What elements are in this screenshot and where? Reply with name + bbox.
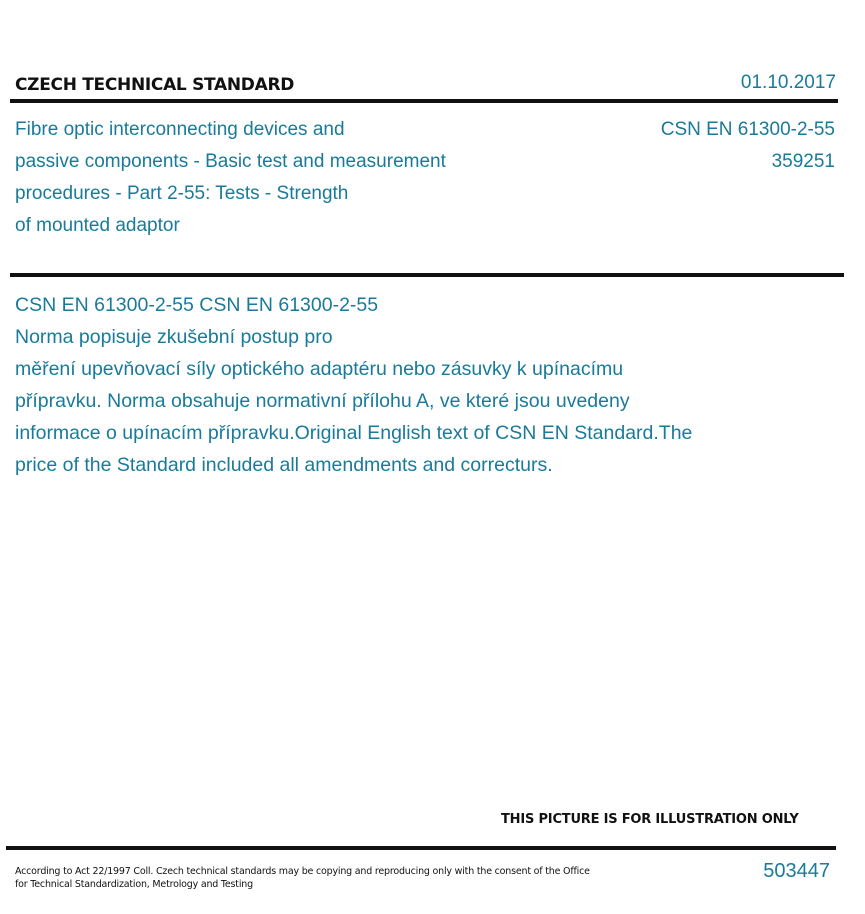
header-divider xyxy=(10,99,838,103)
standard-description xyxy=(15,289,815,481)
description-line: informace o upínacím přípravku.Original English text of CSN EN Standard.The xyxy=(15,422,693,444)
title-line: of mounted adaptor xyxy=(15,215,180,236)
illustration-note: THIS PICTURE IS FOR ILLUSTRATION ONLY xyxy=(501,812,799,827)
standard-title xyxy=(15,114,515,242)
legal-notice xyxy=(15,865,615,891)
footer-divider xyxy=(6,846,836,850)
document-type-label: CZECH TECHNICAL STANDARD xyxy=(15,75,295,95)
standard-code: CSN EN 61300-2-55 xyxy=(660,119,835,140)
title-line: Fibre optic interconnecting devices and xyxy=(15,119,345,140)
legal-line: According to Act 22/1997 Coll. Czech technical standards may be copying and reproducing only with the consent of the Office xyxy=(15,866,590,877)
title-line: procedures - Part 2-55: Tests - Strength xyxy=(15,183,349,204)
document-number: 503447 xyxy=(763,860,830,882)
description-text: Norma popisuje zkušební postup pro xyxy=(15,326,333,348)
legal-line: for Technical Standardization, Metrology and Testing xyxy=(15,879,253,890)
section-divider xyxy=(10,273,844,277)
title-line: passive components - Basic test and measurement xyxy=(15,151,446,172)
standard-identifier xyxy=(661,114,835,178)
catalog-number: 359251 xyxy=(771,151,835,172)
description-line: přípravku. Norma obsahuje normativní přílohu A, ve které jsou uvedeny xyxy=(15,390,630,412)
description-line: price of the Standard included all amendments and correcturs. xyxy=(15,454,553,476)
description-line xyxy=(15,289,815,353)
description-codes: CSN EN 61300-2-55 CSN EN 61300-2-55 xyxy=(15,294,379,316)
publication-date: 01.10.2017 xyxy=(740,72,836,93)
description-line: měření upevňovací síly optického adaptéru nebo zásuvky k upínacímu xyxy=(15,358,624,380)
